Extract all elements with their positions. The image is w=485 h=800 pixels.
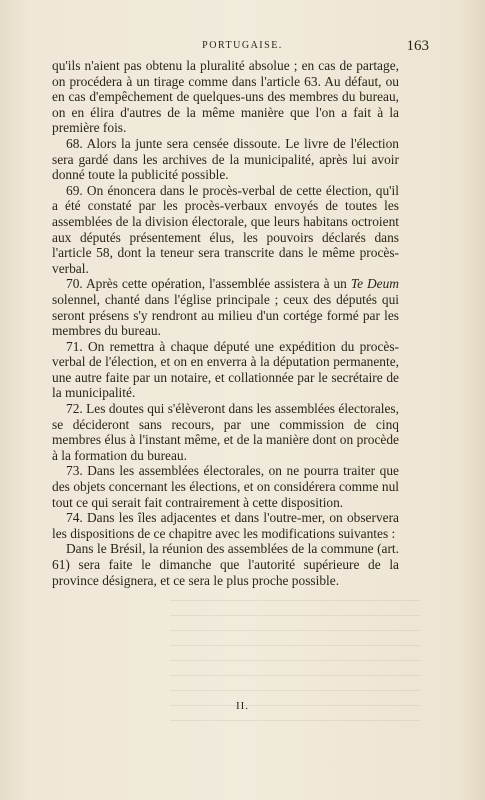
signature-mark: II.: [235, 700, 250, 712]
article-71: 71. On remettra à chaque député une expédition du procès-verbal de l'élection, et on en enverra à la députation permanente, une autre faite par un notaire, et collationnée par le secrétaire de la municipalité.: [52, 338, 399, 401]
article-68: 68. Alors la junte sera censée dissoute. Le livre de l'élection sera gardé dans les archives de la municipalité, après lui avoir donné toute la publicité possible.: [52, 135, 399, 183]
article-72: 72. Les doutes qui s'élèveront dans les assemblées électorales, se décideront sans recours, par une commission de cinq membres élus à l'instant même, et de la manière dont on procède à la formation du bureau.: [52, 401, 399, 463]
article-69: 69. On énoncera dans le procès-verbal de cette élection, qu'il a été constaté par les procès-verbaux envoyés de toutes les assemblées de la division électorale, que leurs habitans octroient aux députés présentement élus, les pouvoirs déclarés dans l'article 58, dont la teneur sera transcrite dans le même procès-verbal.: [52, 182, 399, 276]
paragraph-continuation: qu'ils n'aient pas obtenu la pluralité absolue ; en cas de partage, on procédera à un tirage comme dans l'article 63. Au défaut, ou en cas d'empêchement de quelques-uns des membres du bureau, on en élira d'autres de la même manière que l'on a fait à la première fois.: [52, 58, 399, 136]
te-deum-italic: Te Deum: [350, 276, 399, 292]
article-73: 73. Dans les assemblées électorales, on ne pourra traiter que des objets concernant les élections, et on considérera comme nul tout ce qui serait fait contrairement à cette disposition.: [52, 463, 399, 510]
running-title: PORTUGAISE.: [202, 40, 283, 51]
article-74: 74. Dans les îles adjacentes et dans l'outre-mer, on observera les dispositions de ce chapitre avec les modifications suivantes :: [52, 510, 399, 541]
article-70-text-start: 70. Après cette opération, l'assemblée assistera à un: [66, 276, 351, 292]
body-text: [52, 58, 399, 588]
page-header: [0, 38, 485, 54]
page-number: 163: [406, 38, 429, 54]
article-70-text-end: solennel, chanté dans l'église principale ; ceux des députés qui seront présens s'y rendront au milieu d'un cortége formé par les membres du bureau.: [52, 291, 399, 339]
article-70: [52, 276, 399, 338]
bresil-paragraph: Dans le Brésil, la réunion des assemblées de la commune (art. 61) sera faite le dimanche que l'autorité supérieure de la province désignera, et ce sera le plus proche possible.: [52, 541, 399, 588]
